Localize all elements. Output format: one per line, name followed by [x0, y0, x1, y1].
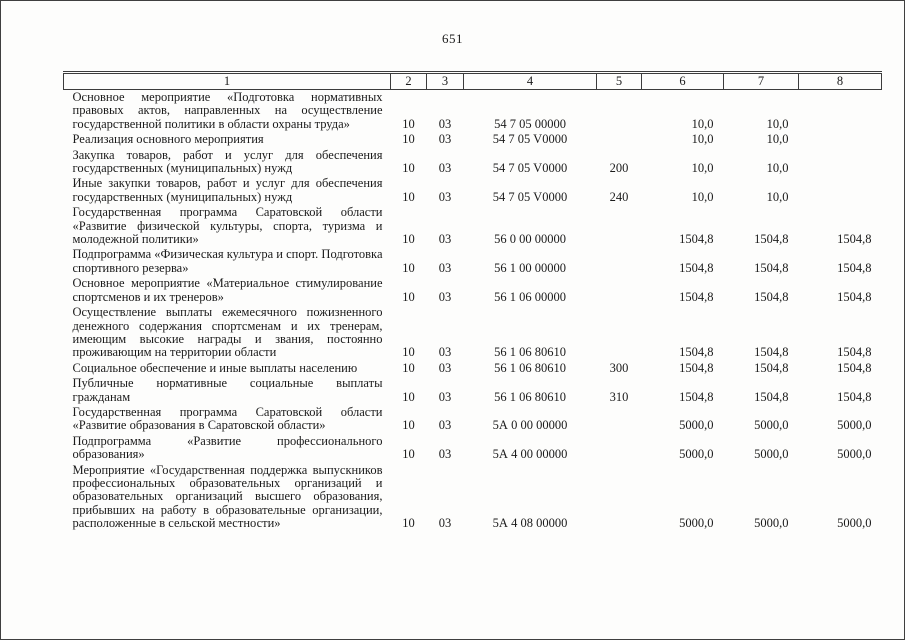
razdel-cell: 10	[402, 516, 415, 531]
amount-col6-cell: 1504,8	[679, 389, 714, 404]
razdel-cell: 10	[402, 345, 415, 360]
description-cell: Социальное обеспечение и иные выплаты населению	[72, 360, 358, 375]
target-article-cell: 54 7 05 V0000	[492, 189, 568, 204]
amount-col8-cell: 1504,8	[837, 260, 872, 275]
podrazdel-cell: 03	[438, 260, 452, 275]
column-header-1: 1	[64, 73, 391, 90]
column-header-3: 3	[427, 73, 464, 90]
target-article-cell: 56 1 06 80610	[494, 345, 566, 360]
amount-col6-cell: 5000,0	[679, 516, 714, 531]
podrazdel-cell: 03	[438, 232, 452, 247]
column-header-5: 5	[597, 73, 642, 90]
amount-col6-cell: 1504,8	[679, 345, 714, 360]
amount-col8-cell: 5000,0	[837, 447, 872, 462]
amount-col8-cell	[799, 148, 882, 177]
table-row	[64, 276, 882, 305]
amount-col7-cell: 5000,0	[754, 516, 789, 531]
table-row	[64, 376, 882, 405]
razdel-cell: 10	[402, 132, 415, 147]
razdel-cell: 10	[402, 289, 415, 304]
description-cell: Реализация основного мероприятия	[72, 132, 264, 147]
table-row	[64, 463, 882, 532]
razdel-cell: 10	[402, 360, 415, 375]
podrazdel-cell: 03	[438, 289, 452, 304]
amount-col6-cell: 5000,0	[679, 418, 714, 433]
column-header-4: 4	[464, 73, 597, 90]
amount-col8-cell	[799, 176, 882, 205]
podrazdel-cell: 03	[438, 360, 452, 375]
amount-col6-cell: 1504,8	[679, 232, 714, 247]
page-number: 651	[442, 31, 463, 46]
podrazdel-cell: 03	[438, 418, 452, 433]
expense-type-cell	[597, 205, 642, 247]
target-article-cell: 56 1 06 80610	[494, 360, 566, 375]
razdel-cell: 10	[402, 389, 415, 404]
amount-col8-cell: 1504,8	[837, 289, 872, 304]
podrazdel-cell: 03	[438, 161, 452, 176]
amount-col7-cell: 1504,8	[754, 360, 789, 375]
target-article-cell: 56 1 06 80610	[494, 389, 566, 404]
amount-col7-cell: 1504,8	[754, 260, 789, 275]
description-cell: Подпрограмма «Физическая культура и спорт. Подготовка спортивного резерва»	[72, 247, 383, 275]
table-row	[64, 305, 882, 361]
table-row	[64, 176, 882, 205]
description-cell: Иные закупки товаров, работ и услуг для обеспечения государственных (муниципальных) нужд	[72, 176, 383, 204]
podrazdel-cell: 03	[438, 345, 452, 360]
description-cell: Подпрограмма «Развитие профессионального образования»	[72, 433, 383, 462]
expense-type-cell: 200	[609, 161, 629, 176]
expense-type-cell	[597, 305, 642, 361]
razdel-cell: 10	[402, 232, 415, 247]
description-cell: Мероприятие «Государственная поддержка выпускников профессиональных образовательных организаций и образовательных организаций высшего образования, прибывших на работу в образовательные организации, расположенные в сельской местности»	[72, 462, 383, 531]
target-article-cell: 54 7 05 V0000	[492, 132, 568, 147]
description-cell: Основное мероприятие «Подготовка нормативных правовых актов, направленных на осуществление государственной политики в области охраны труда»	[72, 90, 383, 131]
target-article-cell: 54 7 05 00000	[494, 116, 566, 131]
table-row	[64, 405, 882, 434]
podrazdel-cell: 03	[438, 516, 452, 531]
amount-col8-cell: 1504,8	[837, 360, 872, 375]
amount-col6-cell: 1504,8	[679, 360, 714, 375]
expense-type-cell: 300	[609, 360, 629, 375]
amount-col8-cell: 5000,0	[837, 516, 872, 531]
column-header-2: 2	[391, 73, 427, 90]
razdel-cell: 10	[402, 161, 415, 176]
amount-col6-cell: 10,0	[691, 132, 714, 147]
razdel-cell: 10	[402, 116, 415, 131]
podrazdel-cell: 03	[438, 447, 452, 462]
razdel-cell: 10	[402, 418, 415, 433]
table-row	[64, 434, 882, 463]
amount-col7-cell: 1504,8	[754, 389, 789, 404]
podrazdel-cell: 03	[438, 389, 452, 404]
expense-type-cell	[597, 132, 642, 147]
target-article-cell: 56 0 00 00000	[494, 232, 566, 247]
table-row	[64, 205, 882, 247]
table-row	[64, 247, 882, 276]
amount-col8-cell: 5000,0	[837, 418, 872, 433]
amount-col7-cell: 1504,8	[754, 232, 789, 247]
amount-col7-cell: 1504,8	[754, 289, 789, 304]
description-cell: Закупка товаров, работ и услуг для обеспечения государственных (муниципальных) нужд	[72, 147, 383, 176]
amount-col7-cell: 5000,0	[754, 447, 789, 462]
target-article-cell: 54 7 05 V0000	[492, 161, 568, 176]
podrazdel-cell: 03	[438, 132, 452, 147]
expense-type-cell	[597, 405, 642, 434]
table-row	[64, 361, 882, 376]
description-cell: Государственная программа Саратовской области «Развитие физической культуры, спорта, туризма и молодежной политики»	[72, 205, 383, 247]
target-article-cell: 5А 0 00 00000	[492, 418, 568, 433]
column-header-7: 7	[724, 73, 799, 90]
amount-col7-cell: 10,0	[766, 132, 789, 147]
podrazdel-cell: 03	[438, 116, 452, 131]
target-article-cell: 5А 4 00 00000	[492, 447, 568, 462]
amount-col6-cell: 10,0	[691, 116, 714, 131]
amount-col8-cell: 1504,8	[837, 232, 872, 247]
amount-col7-cell: 10,0	[766, 189, 789, 204]
podrazdel-cell: 03	[438, 189, 452, 204]
amount-col6-cell: 5000,0	[679, 447, 714, 462]
target-article-cell: 56 1 06 00000	[494, 289, 566, 304]
table-row	[64, 148, 882, 177]
amount-col6-cell: 10,0	[691, 161, 714, 176]
table-header-row	[64, 73, 882, 90]
amount-col6-cell: 10,0	[691, 189, 714, 204]
expense-type-cell	[597, 276, 642, 305]
amount-col7-cell: 5000,0	[754, 418, 789, 433]
description-cell: Публичные нормативные социальные выплаты гражданам	[72, 376, 383, 404]
amount-col8-cell	[799, 90, 882, 133]
expense-type-cell	[597, 463, 642, 532]
description-cell: Осуществление выплаты ежемесячного пожизненного денежного содержания спортсменам и их тренерам, имеющим высокие награды и звания, постоянно проживающим на территории области	[72, 305, 383, 360]
expense-type-cell	[597, 90, 642, 133]
amount-col8-cell	[799, 132, 882, 147]
target-article-cell: 56 1 00 00000	[494, 260, 566, 275]
amount-col7-cell: 10,0	[766, 161, 789, 176]
amount-col8-cell: 1504,8	[837, 345, 872, 360]
expense-type-cell: 310	[609, 389, 629, 404]
expense-type-cell	[597, 434, 642, 463]
description-cell: Государственная программа Саратовской области «Развитие образования в Саратовской области»	[72, 404, 383, 433]
expense-type-cell	[597, 247, 642, 276]
amount-col7-cell: 1504,8	[754, 345, 789, 360]
amount-col6-cell: 1504,8	[679, 289, 714, 304]
target-article-cell: 5А 4 08 00000	[492, 516, 568, 531]
table-row	[64, 90, 882, 133]
budget-table	[63, 71, 882, 532]
razdel-cell: 10	[402, 447, 415, 462]
expense-type-cell: 240	[609, 189, 629, 204]
razdel-cell: 10	[402, 189, 415, 204]
amount-col7-cell: 10,0	[766, 116, 789, 131]
description-cell: Основное мероприятие «Материальное стимулирование спортсменов и их тренеров»	[72, 276, 383, 304]
amount-col8-cell: 1504,8	[837, 389, 872, 404]
column-header-6: 6	[642, 73, 724, 90]
amount-col6-cell: 1504,8	[679, 260, 714, 275]
column-header-8: 8	[799, 73, 882, 90]
table-row	[64, 132, 882, 147]
razdel-cell: 10	[402, 260, 415, 275]
